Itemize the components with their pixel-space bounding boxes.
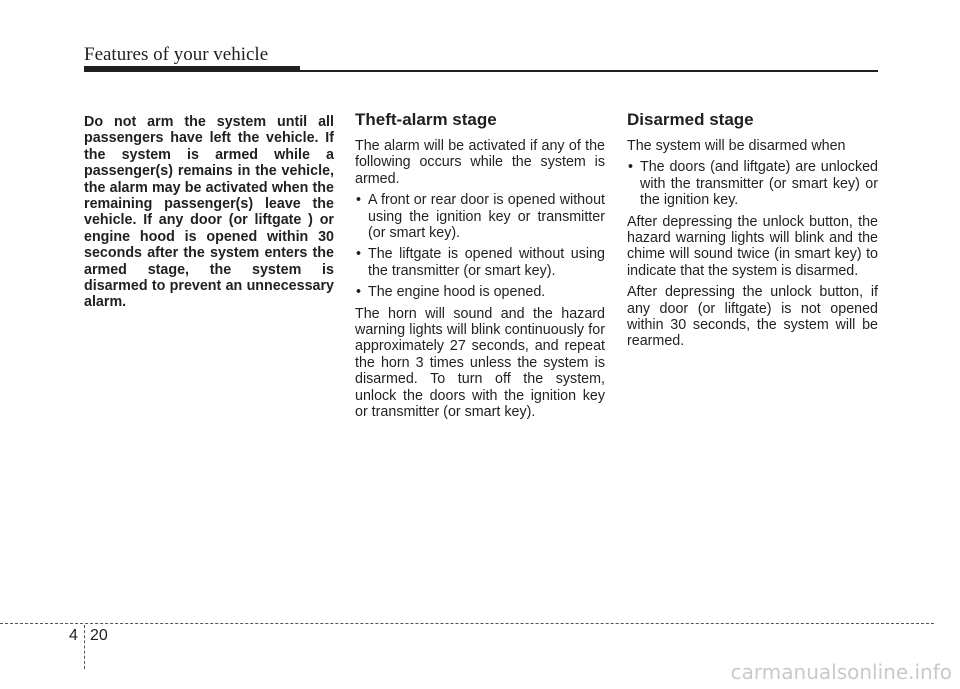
list-item: • The engine hood is opened. [355, 284, 605, 300]
theft-alarm-body: The horn will sound and the hazard warning lights will blink continuously for approximately 27 seconds, and repeat the horn 3 times unless the system is disarmed. To turn off the system, unlock the doors with the ignition key or transmitter (or smart key). [355, 305, 605, 421]
footer-dashed-rule [0, 623, 934, 624]
list-item: • The liftgate is opened without using the transmitter (or smart key). [355, 246, 605, 279]
disarmed-bullets [627, 159, 878, 208]
header-rule-thick [84, 66, 300, 72]
page-header-title: Features of your vehicle [84, 44, 269, 65]
column-theft-alarm-stage [355, 110, 605, 426]
theft-alarm-intro: The alarm will be activated if any of the following occurs while the system is armed. [355, 138, 605, 187]
page-number: 20 [90, 627, 108, 644]
header-rule-thin [300, 70, 878, 72]
section-heading-theft-alarm: Theft-alarm stage [355, 110, 497, 129]
column-disarmed-stage [627, 110, 878, 355]
warning-text: Do not arm the system until all passengers have left the vehicle. If the system is armed while a passenger(s) remains in the vehicle, the alarm may be activated when the remaining passenger(s) leave the vehicle. If any door (or liftgate ) or engine hood is opened within 30 seconds after the system enters the armed stage, the system is disarmed to prevent an unnecessary alarm. [84, 114, 334, 311]
column-warning [84, 110, 334, 311]
disarmed-intro: The system will be disarmed when [627, 138, 846, 154]
disarmed-paragraph-1: After depressing the unlock button, the hazard warning lights will blink and the chime will sound twice (in smart key) to indicate that the system is disarmed. [627, 213, 878, 279]
list-item: • A front or rear door is opened without using the ignition key or transmitter (or smart key). [355, 192, 605, 241]
chapter-number: 4 [69, 627, 78, 644]
list-item: • The doors (and liftgate) are unlocked with the transmitter (or smart key) or the ignition key. [627, 159, 878, 208]
section-heading-disarmed: Disarmed stage [627, 110, 754, 129]
footer-vertical-divider [84, 625, 85, 669]
watermark-text: carmanualsonline.info [730, 660, 952, 684]
theft-alarm-bullets [355, 192, 605, 300]
disarmed-paragraph-2: After depressing the unlock button, if any door (or liftgate) is not opened within 30 seconds, the system will be rearmed. [627, 284, 878, 350]
